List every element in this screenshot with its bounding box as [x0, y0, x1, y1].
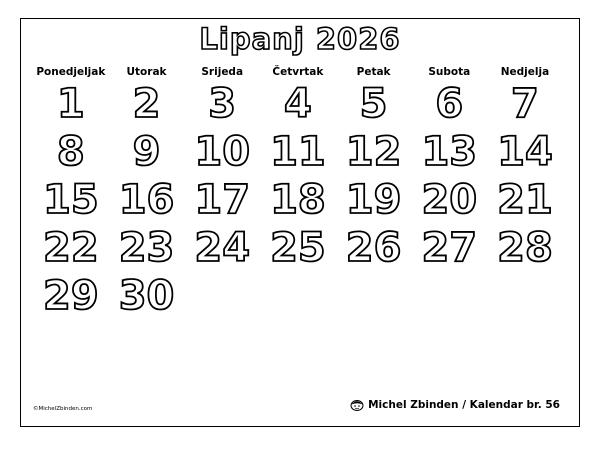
day-cell: 4: [283, 81, 312, 127]
weekday-label: Utorak: [126, 66, 167, 78]
day-cell: 9: [132, 129, 161, 175]
weekday-label: Petak: [356, 66, 391, 78]
day-cell: 24: [194, 225, 251, 271]
day-cell: 25: [270, 225, 326, 271]
day-cell: 14: [497, 129, 553, 175]
day-cell: 12: [345, 129, 402, 175]
day-grid: [33, 80, 573, 320]
weekday-label: Četvrtak: [272, 66, 324, 78]
day-cell: 8: [56, 129, 85, 175]
day-cell: 11: [270, 129, 326, 175]
day-cell: 17: [194, 177, 251, 223]
day-cell: 6: [435, 81, 464, 127]
day-cell: 29: [43, 273, 99, 319]
day-cell: 3: [208, 81, 237, 127]
day-cell: 7: [511, 81, 539, 127]
day-cell: 27: [421, 225, 478, 271]
day-cell: 21: [497, 177, 553, 223]
day-cell: 19: [345, 177, 402, 223]
footer-credit: [350, 399, 560, 411]
day-cell: 22: [43, 225, 99, 271]
day-cell: 23: [118, 225, 175, 271]
day-cell: 30: [118, 273, 175, 319]
day-cell: 16: [118, 177, 175, 223]
face-icon: [350, 399, 364, 411]
day-cell: 13: [421, 129, 478, 175]
day-cell: 5: [359, 81, 388, 127]
day-cell: 28: [497, 225, 553, 271]
day-cell: 15: [43, 177, 99, 223]
day-cell: 18: [270, 177, 326, 223]
website-credit: ©MichelZbinden.com: [33, 406, 93, 412]
calendar-title: Lipanj 2026: [199, 22, 401, 56]
day-cell: 10: [194, 129, 251, 175]
weekday-label: Subota: [428, 66, 471, 78]
day-cell: 1: [56, 81, 85, 127]
day-cell: 20: [421, 177, 478, 223]
weekday-label: Srijeda: [201, 66, 244, 78]
footer-credit-text: Michel Zbinden / Kalendar br. 56: [368, 399, 560, 411]
weekday-label: Ponedjeljak: [36, 66, 106, 78]
day-cell: 26: [345, 225, 402, 271]
weekday-label: Nedjelja: [500, 66, 550, 78]
day-cell: 2: [132, 81, 161, 127]
